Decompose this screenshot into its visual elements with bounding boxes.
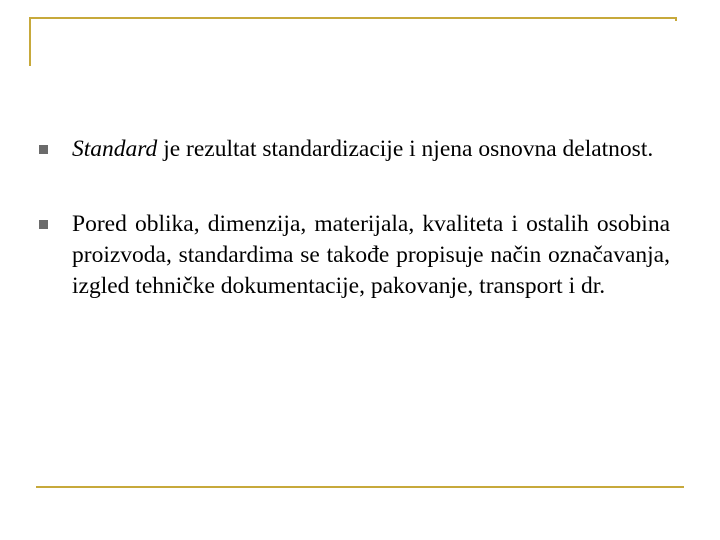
bullet-item-pored [38, 209, 670, 302]
bullet-text: je rezultat standardizacije i njena osnovna delatnost. [157, 136, 654, 162]
frame-left-line [29, 17, 31, 66]
frame-top-line [29, 17, 677, 19]
frame-top-end-tick [675, 17, 677, 21]
bullet-item-standard [38, 134, 670, 165]
frame-bottom-line [36, 486, 684, 488]
bullet-list [38, 134, 670, 302]
square-bullet-icon [39, 220, 48, 229]
bullet-term: Standard [72, 136, 158, 162]
bullet-text: Pored oblika, dimenzija, materijala, kvaliteta i ostalih osobina proizvoda, standardima se takođe propisuje način označavanja, izgled tehničke dokumentacije, pakovanje, transport i dr. [72, 211, 670, 299]
square-bullet-icon [39, 145, 48, 154]
